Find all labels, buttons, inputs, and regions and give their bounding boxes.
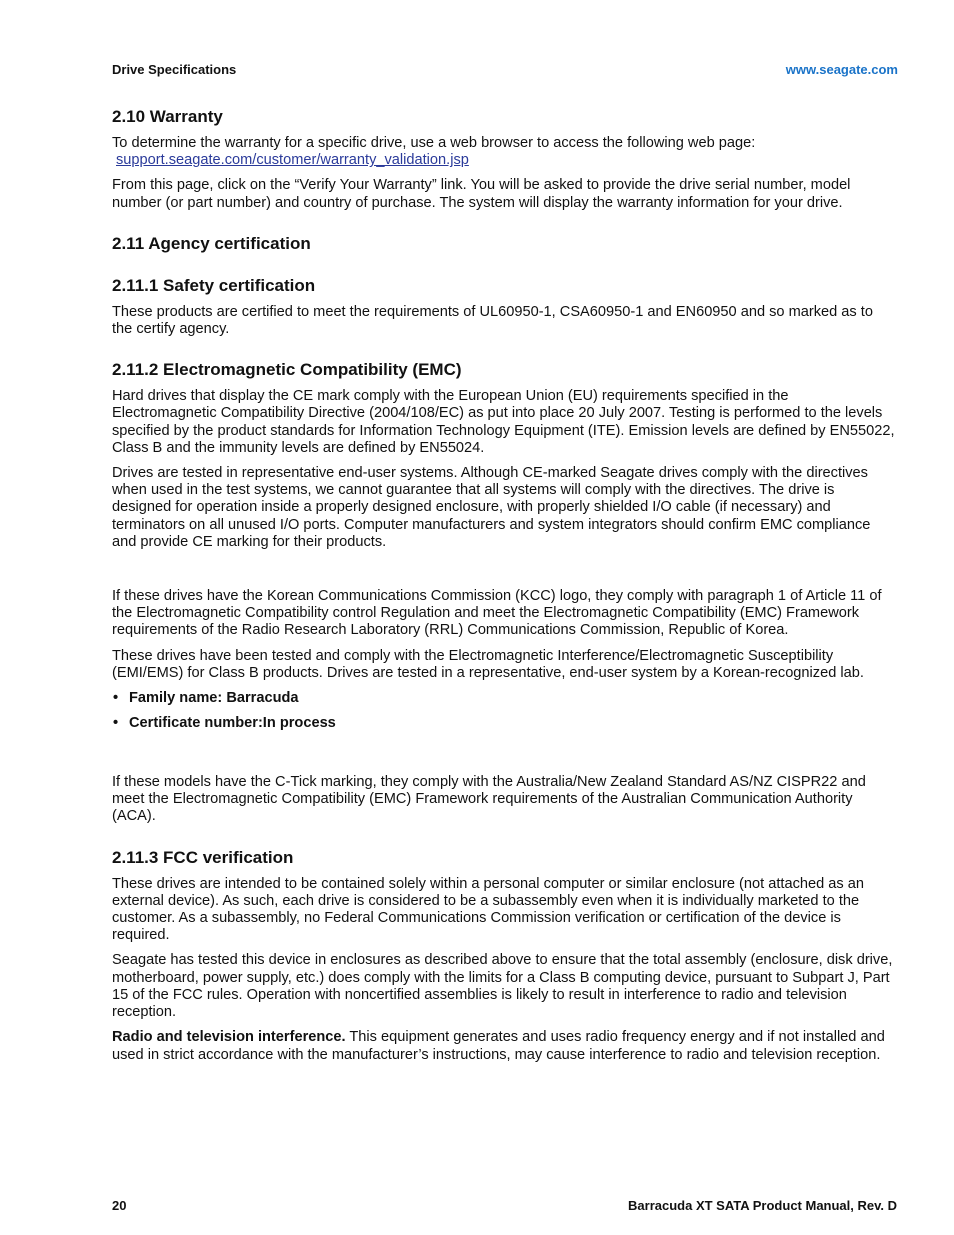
heading-fcc-verification: 2.11.3 FCC verification xyxy=(112,847,294,867)
fcc-paragraph-1: These drives are intended to be contained solely within a personal computer or similar enclosure (not attached as an external device). As such, each drive is considered to be a subassembly even when it is individually marketed to the customer. As a subassembly, no Federal Communications Commission verification or certification of the device is required. xyxy=(112,875,864,944)
safety-paragraph: These products are certified to meet the requirements of UL60950-1, CSA60950-1 and EN60950 and so marked as to the certify agency. xyxy=(112,303,873,338)
footer-document-title: Barracuda XT SATA Product Manual, Rev. D xyxy=(628,1198,897,1213)
kcc-logo-space xyxy=(112,559,896,588)
heading-warranty: 2.10 Warranty xyxy=(112,107,223,126)
heading-safety-certification: 2.11.1 Safety certification xyxy=(112,275,316,295)
page-content xyxy=(112,107,896,1072)
emc-paragraph-emi-ems: These drives have been tested and comply with the Electromagnetic Interference/Electromagnetic Susceptibility (EMI/EMS) for Class B products. Drives are tested in a representative, end-user system by a Korean-recognized lab. xyxy=(112,647,864,681)
kcc-details-list xyxy=(112,690,896,732)
page-number: 20 xyxy=(112,1198,127,1213)
radio-tv-interference-label: Radio and television interference. xyxy=(112,1029,346,1046)
header-section-title: Drive Specifications xyxy=(112,62,237,77)
fcc-paragraph-2: Seagate has tested this device in enclosures as described above to ensure that the total assembly (enclosure, disk drive, motherboard, power supply, etc.) does comply with the limits for a Class B computing device, pursuant to Subpart J, Part 15 of the FCC rules. Operation with noncertified assemblies is likely to result in interference to radio and television reception. xyxy=(112,952,893,1021)
page-footer xyxy=(112,1198,896,1216)
warranty-paragraph-2: From this page, click on the “Verify Your Warranty” link. You will be asked to provide the drive serial number, model number (or part number) and country of purchase. The system will display the warranty information for your drive. xyxy=(112,177,851,211)
warranty-paragraph-1 xyxy=(112,135,896,169)
radio-tv-interference-text: This equipment generates and uses radio frequency energy and if not installed and used in strict accordance with the manufacturer’s instructions, may cause interference to radio and television reception. xyxy=(112,1029,885,1063)
emc-paragraph-1: Hard drives that display the CE mark comply with the European Union (EU) requirements specified in the Electromagnetic Compatibility Directive (2004/108/EC) as put into place 20 July 2007. Testing is performed to the levels specified by the product standards for Information Technology Equipment (ITE). Emission levels are defined by EN55022, Class B and the immunity levels are defined by EN55024. xyxy=(112,388,895,456)
c-tick-logo-space xyxy=(112,740,896,774)
list-item-certificate-number: • Certificate number:In process xyxy=(112,715,896,732)
emc-paragraph-korea: If these drives have the Korean Communications Commission (KCC) logo, they comply with paragraph 1 of Article 11 of the Electromagnetic Compatibility control Regulation and meet the Electromagnetic Compatibility (EMC) Framework requirements of the Radio Research Laboratory (RRL) Communications Commission, Republic of Korea. xyxy=(112,588,882,639)
emc-paragraph-c-tick: If these models have the C-Tick marking, they comply with the Australia/New Zealand Standard AS/NZ CISPR22 and meet the Electromagnetic Compatibility (EMC) Framework requirements of the Australian Communication Authority (ACA). xyxy=(112,774,866,825)
emc-paragraph-2: Drives are tested in representative end-user systems. Although CE-marked Seagate drives comply with the directives when used in the test systems, we cannot guarantee that all systems will comply with the directives. The drive is designed for operation inside a properly designed enclosure, with properly shielded I/O cable (if necessary) and terminators on all unused I/O ports. Computer manufacturers and system integrators should confirm EMC compliance and provide CE marking for their products. xyxy=(112,465,871,550)
heading-agency-certification: 2.11 Agency certification xyxy=(112,233,311,253)
page-header xyxy=(112,62,896,80)
heading-emc: 2.11.2 Electromagnetic Compatibility (EMC) xyxy=(112,360,462,380)
fcc-paragraph-3 xyxy=(112,1029,896,1063)
warranty-intro-text: To determine the warranty for a specific drive, use a web browser to access the following web page: xyxy=(112,135,756,151)
warranty-validation-link[interactable]: support.seagate.com/customer/warranty_validation.jsp xyxy=(116,152,469,169)
header-website-link[interactable]: www.seagate.com xyxy=(785,62,898,77)
list-item-family-name: • Family name: Barracuda xyxy=(112,690,896,707)
